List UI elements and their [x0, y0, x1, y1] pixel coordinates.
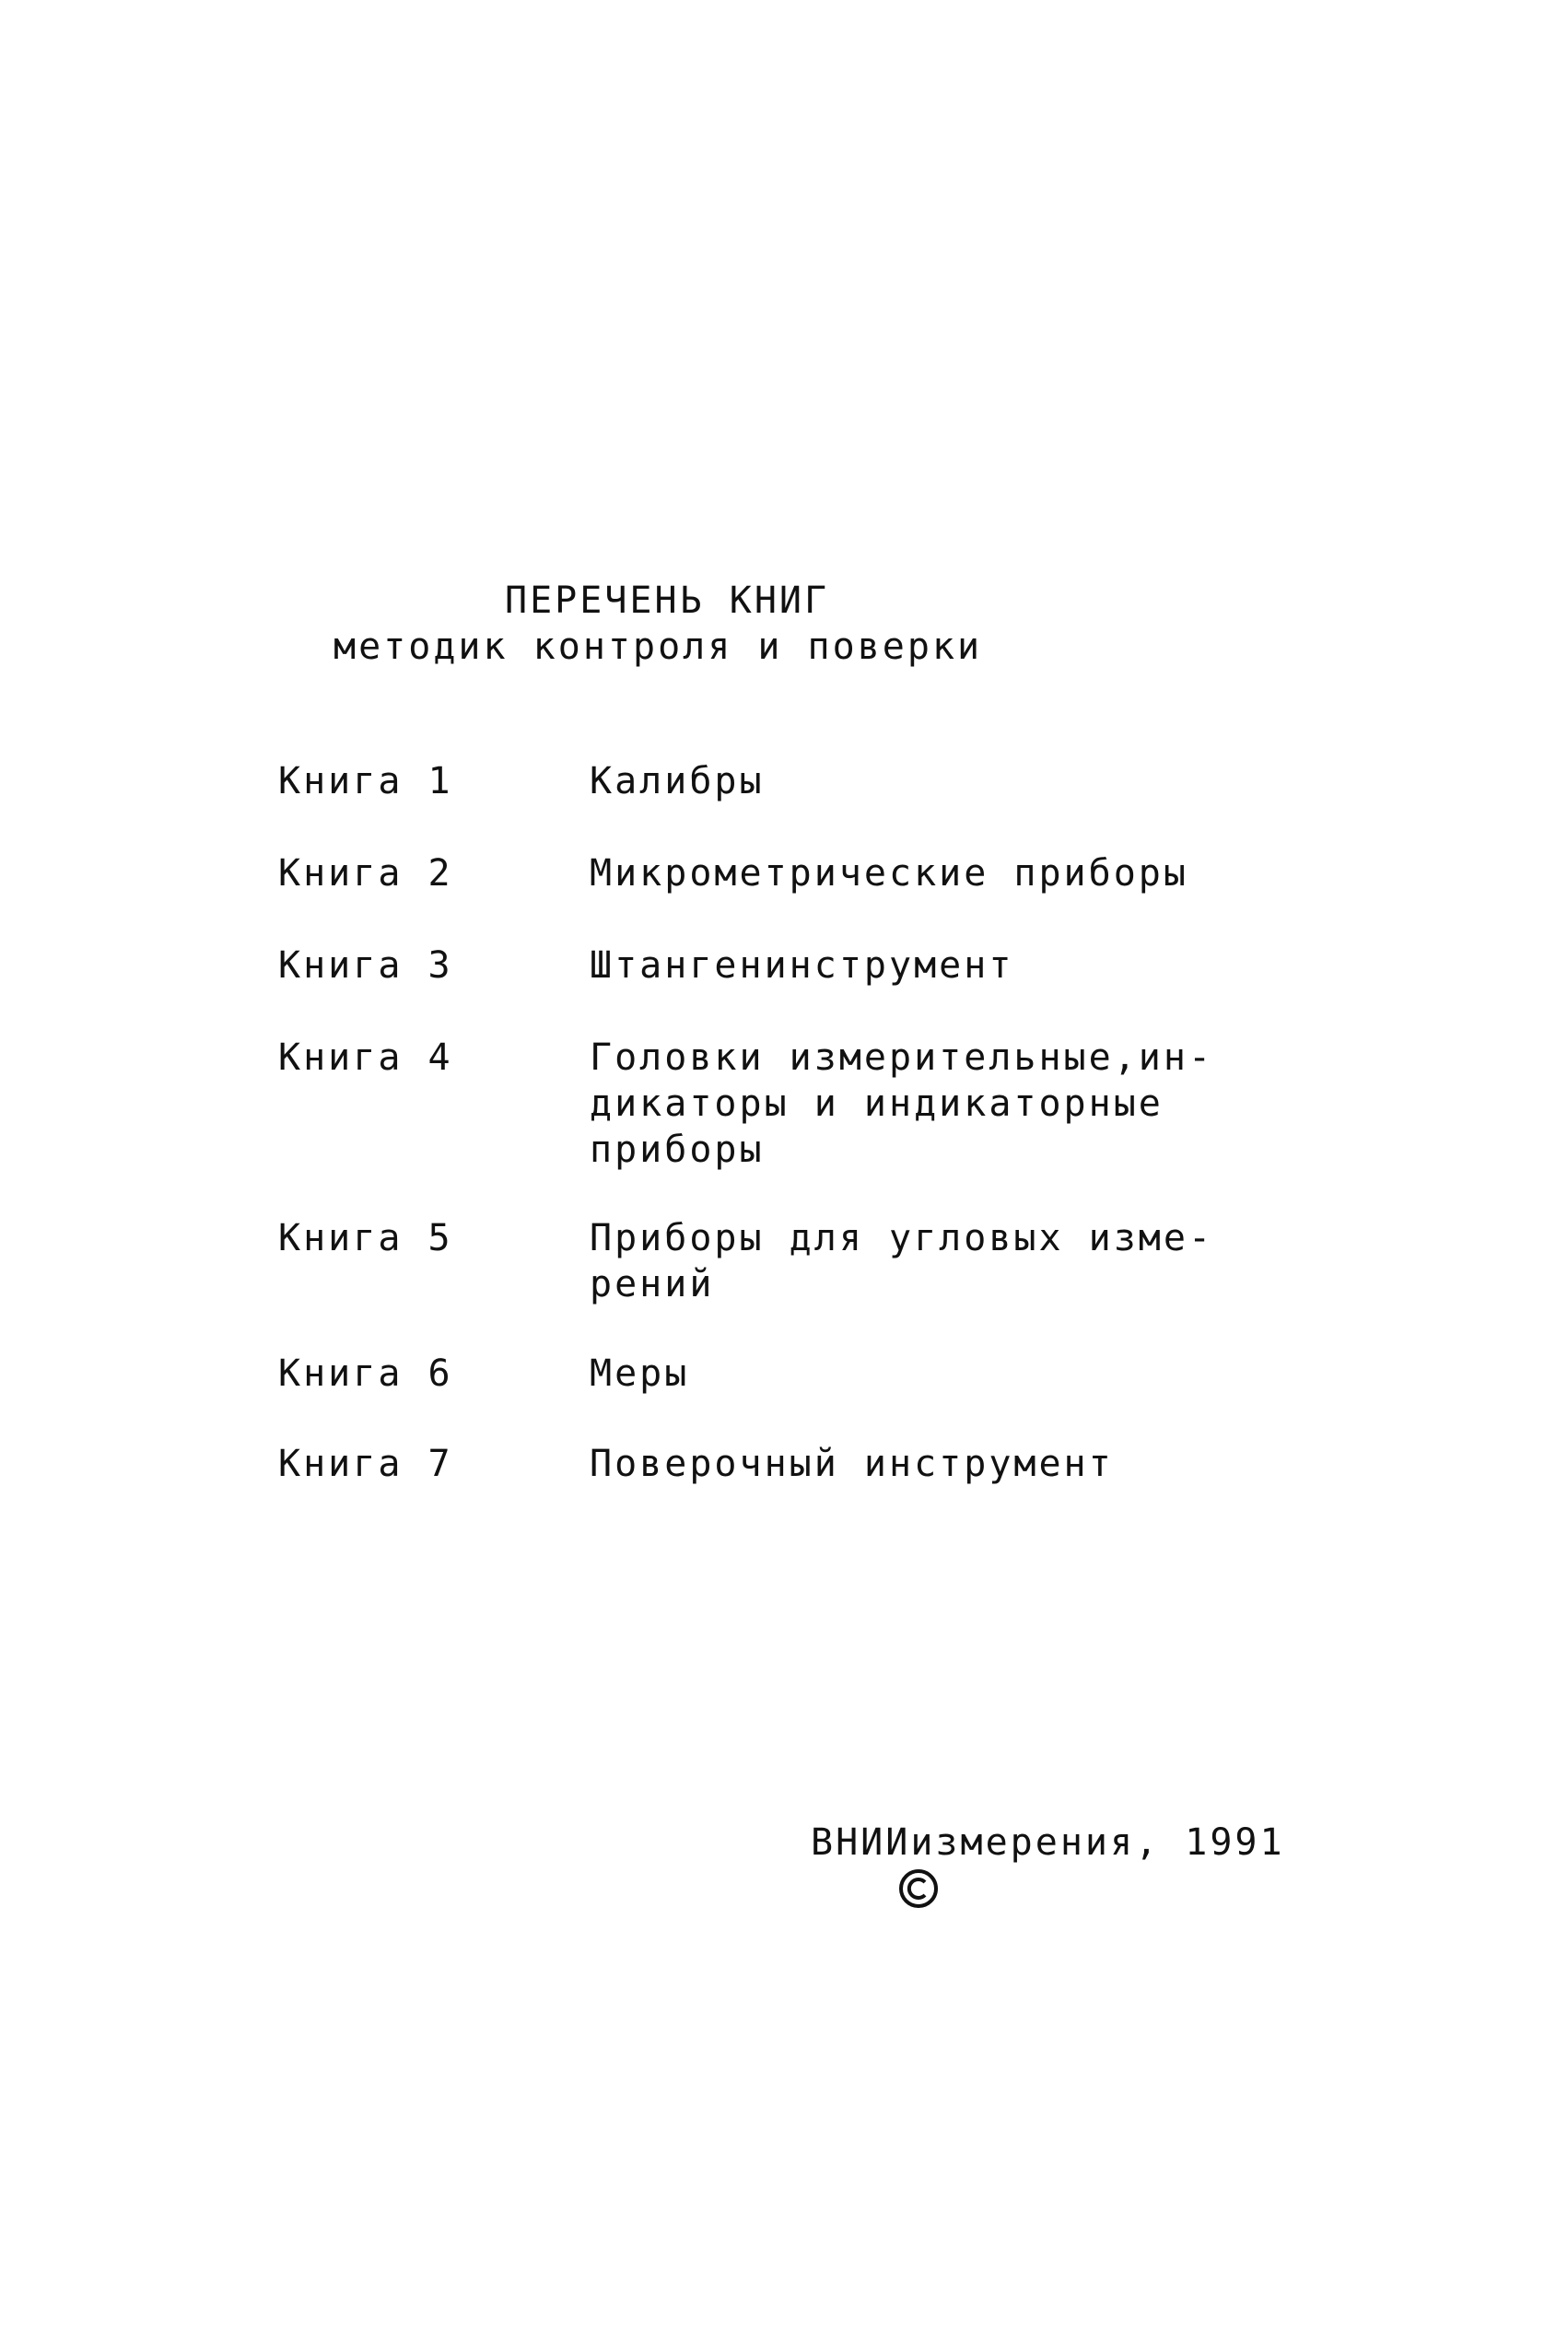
book-title: Микрометрические приборы: [590, 852, 1188, 895]
book-label: Книга 2: [278, 852, 453, 895]
book-label: Книга 4: [278, 1036, 453, 1079]
book-label: Книга 6: [278, 1352, 453, 1395]
copyright-text: ВНИИизмерения, 1991: [811, 1821, 1285, 1864]
book-label: Книга 5: [278, 1217, 453, 1259]
page-subtitle: методик контроля и поверки: [333, 626, 983, 668]
page-title: ПЕРЕЧЕНЬ КНИГ: [505, 579, 830, 622]
book-label: Книга 3: [278, 944, 453, 987]
copyright-icon: [748, 1822, 789, 1863]
book-title: Штангенинструмент: [590, 944, 1014, 987]
book-title: Калибры: [590, 760, 765, 802]
book-label: Книга 7: [278, 1443, 453, 1485]
book-title: Головки измерительные,ин- дикаторы и индикаторные приборы: [590, 1036, 1214, 1171]
book-title: Приборы для угловых изме- рений: [590, 1217, 1214, 1305]
book-title: Поверочный инструмент: [590, 1443, 1114, 1485]
book-label: Книга 1: [278, 760, 453, 802]
book-title: Меры: [590, 1352, 690, 1395]
copyright-line: [748, 1820, 1285, 1866]
